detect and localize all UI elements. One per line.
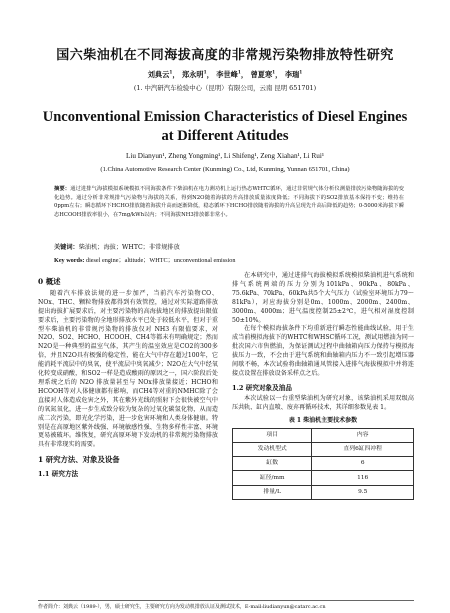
paper-title-en: Unconventional Emission Characteristics of Diesel Engines at Different Atitudes <box>42 109 408 144</box>
footnote-divider <box>38 600 414 601</box>
table-row <box>233 485 414 499</box>
table-cell: 排量/L <box>233 485 312 499</box>
body-paragraph: 随着汽车排放法规的进一步加严，当前汽车污染物CO、NOx、THC、颗粒物排放都得到有效管控，通过对实际道路排放提出海拔扩展要求后，对主要污染物的高海拔地区的排放提出限值要求后，主要污染物的全地形排放水平已处于较低水平，但对于重型车柴油机的非常规污染物的排放仅对 NH3 有限值要求，对N2O、SO2、HCHO、HCOOH、CH4等都未有明确规定；然而N2O是一种典型的温室气体，其产生的温室效应是CO2的300多倍，并且N2O具有极强的稳定性，能在大气中存在超过100年，它能消耗平流层中的臭氧，使平流层中臭氧减少；N2O在大气中经氧化转变成硝酸，和SO2一样是造成酸雨的原因之一，国六阶段后处理系统之后的 N2O 排放量甚至与 NOx排放量接近；HCHO和HCOOH等对人体健康都有影响，而CH4等对重的NMHC除了会直接对人体造成危害之外，其在紫外光线的照射下会很快被空气中的氧氮氧化，进一步生成致分较为复杂的过氧化碳氢化物，从而造成二次污染，即光化学污染，进一步危害环境和人类身体健康。特别是在高原地区紫外线强、环境敏感性强、生物多样性丰富、环境更易被破坏。维恢复，研究高原环境下发动机的非常规污染物排放具有非常现实的需要。 <box>38 289 218 449</box>
table-cell: 6 <box>312 457 414 471</box>
body-paragraph: 在本研究中，通过进排气海拔模拟系统模拟柴油机进气系统和排气系统两端的压力分别为101kPa、90kPa、80kPa、75.6kPa、70kPa、60kPa共5个大气压力（试验室环境压力79～81kPa），对应海拔分别是0m、1000m、2000m、2400m、3000m、4000m；进气温度控制25±2℃，进气相对湿度控制50±10%。 <box>232 272 414 324</box>
paper-title-cn: 国六柴油机在不同海拔高度的非常规污染物排放特性研究 <box>56 48 394 63</box>
table-cell: 9.5 <box>312 485 414 499</box>
author-list-en: Liu Dianyun¹, Zheng Yongming¹, Li Shifeng¹, Zeng Xiahan¹, Li Rui¹ <box>125 152 325 160</box>
table-cell: 发动机型式 <box>233 442 312 456</box>
table-header-cell: 项目 <box>233 428 312 442</box>
subsection-heading: 1.1 研究方法 <box>38 470 79 479</box>
table-cell: 缸数 <box>233 457 312 471</box>
table-cell: 缸径/mm <box>233 471 312 485</box>
author-name: 郑永明 <box>182 70 204 79</box>
author-name: 李瑞 <box>284 70 300 79</box>
subsection-heading: 1.2 研究对象及油品 <box>232 383 292 392</box>
left-column <box>38 272 218 481</box>
abstract-text: 通过进排气海拔模拟系统模拟不同海拔条件下柴油机在电力测功机上运行热态WHTC循环，通过非常规气体分析仪测量排放污染物随海拔的变化趋势。通过分析非常规排气污染物与海拔的关系，得到N2O随着海拔的升高排放质量浓度降低；不同海拔下的SO2排放基本保持不变；维持在0ppm左右；瞬态循环下HCHO排放随着海拔升高而逐渐降低，稳态循环下HCHO排放随着海拔的升高呈现先升高后降低的趋势；0-5000米海拔下瞬态HCOOH排放率很小，在7mg/kWh以内；不同海拔NH3排放都非常小。 <box>54 186 404 218</box>
table-caption: 表 1 柴油机主要技术参数 <box>288 416 358 424</box>
table-row <box>233 442 414 456</box>
abstract <box>54 185 404 219</box>
affiliation-en: (1.China Automotive Research Center (Kunming) Co., Ltd, Kunming, Yunnan 651701, China) <box>100 166 350 173</box>
table-row <box>233 471 414 485</box>
affiliation-cn: (1. 中汽研汽车检验中心（昆明）有限公司，云南 昆明 651701) <box>133 84 317 92</box>
table-row <box>233 457 414 471</box>
table-header-cell: 内容 <box>312 428 414 442</box>
table-header-row <box>233 428 414 442</box>
section-heading: 0 概述 <box>38 277 61 286</box>
engine-parameters-table <box>232 428 414 500</box>
keywords-cn: 关键词：柴油机；海拔；WHTC；非常规排放 <box>54 244 180 251</box>
table-cell: 直列6缸四冲程 <box>312 442 414 456</box>
right-column <box>232 272 414 500</box>
author-name: 曾夏寒 <box>250 70 273 79</box>
body-paragraph: 在每个模拟海拔条件下均重新进行瞬态性能曲线试验，用于生成当前模拟海拔下的WHTC和WHSC循环工况，测试用燃油为同一批次国六市售燃油，为保证测试过程中曲轴箱向压力保持与模拟海拔压力一致，不会由于进气系统和曲轴箱内压力不一致引起增压器间歇不畅，本次试验将曲轴箱通风管接入进排气海拔模拟中并将连接点设置在排放设备采样点之后。 <box>232 325 414 377</box>
author-footnote: 作者简介：刘典云（1989-），男，硕士研究生，主要研究方向为发动机排放认证及测试技术，E-mail:liudianyun@catarc.ac.cn <box>38 604 326 610</box>
keywords-en: Key words: diesel engine；altitude；WHTC；unconventional emission <box>54 257 236 264</box>
section-heading: 1 研究方法、对象及设备 <box>38 455 120 465</box>
author-name: 李世峰 <box>216 70 238 79</box>
author-list-cn: 刘典云$^1$， 郑永明$^1$， 李世峰$^1$， 曾夏寒$^1$， 李瑞$^1$ <box>147 70 303 79</box>
author-name: 刘典云 <box>147 70 170 79</box>
abstract-label: 摘要： <box>54 186 71 192</box>
table-cell: 116 <box>312 471 414 485</box>
body-paragraph: 本次试验以一台重型柴油机为研究对象，该柴油机采用双级高压共轨、缸内直喷、废弃再循环技术，其详细参数见表 1。 <box>232 394 414 411</box>
